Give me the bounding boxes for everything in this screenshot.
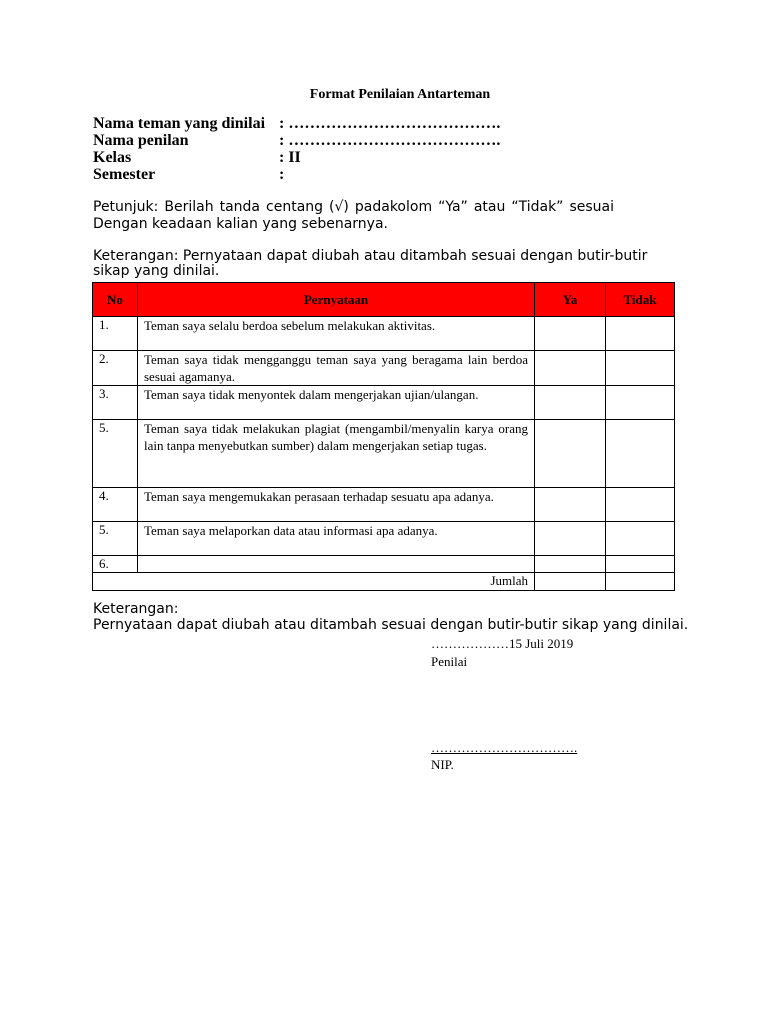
row-statement: Teman saya tidak melakukan plagiat (mengambil/menyalin karya orang lain tanpa menyebutkan sumber) dalam mengerjakan setiap tugas. xyxy=(138,420,535,488)
row-number: 1. xyxy=(93,317,138,351)
signature-date: ………………15 Juli 2019 xyxy=(431,636,574,651)
table-header-row xyxy=(93,283,675,317)
note-bottom-text: Pernyataan dapat diubah atau ditambah sesuai dengan butir-butir sikap yang dinilai. xyxy=(93,617,689,633)
table-row xyxy=(93,386,675,420)
row-number: 6. xyxy=(93,556,138,573)
no-answer-cell[interactable] xyxy=(606,386,675,420)
signature-name-line: ……………………………. xyxy=(431,740,578,755)
table-row xyxy=(93,317,675,351)
row-statement: Teman saya mengemukakan perasaan terhadap sesuatu apa adanya. xyxy=(138,488,535,522)
total-row xyxy=(93,573,675,591)
row-number: 5. xyxy=(93,522,138,556)
yes-cell[interactable] xyxy=(535,556,606,573)
identity-label: Nama penilan xyxy=(93,132,189,149)
signature-role: Penilai xyxy=(431,654,468,669)
row-statement: Teman saya selalu berdoa sebelum melakukan aktivitas. xyxy=(138,317,535,351)
identity-value: : xyxy=(279,166,285,183)
identity-label: Semester xyxy=(93,166,156,183)
table-row xyxy=(93,488,675,522)
identity-row-rated-friend xyxy=(93,115,500,132)
identity-block xyxy=(93,115,500,183)
yes-cell[interactable] xyxy=(535,351,606,386)
identity-value: : …………………………………. xyxy=(279,115,501,132)
page-title: Format Penilaian Antarteman xyxy=(309,87,491,102)
note-bottom xyxy=(93,601,688,633)
no-answer-cell[interactable] xyxy=(606,420,675,488)
header-no: No xyxy=(93,283,138,317)
total-no-answer-cell[interactable] xyxy=(606,573,675,591)
row-number: 3. xyxy=(93,386,138,420)
no-answer-cell[interactable] xyxy=(606,522,675,556)
yes-cell[interactable] xyxy=(535,488,606,522)
identity-value: : …………………………………. xyxy=(279,132,501,149)
table-row xyxy=(93,522,675,556)
header-no-answer: Tidak xyxy=(606,283,675,317)
yes-cell[interactable] xyxy=(535,522,606,556)
row-number: 4. xyxy=(93,488,138,522)
instructions-line-1: Petunjuk: Berilah tanda centang (√) padakolom “Ya” atau “Tidak” sesuai xyxy=(93,199,614,215)
row-statement: Teman saya tidak mengganggu teman saya yang beragama lain berdoa sesuai agamanya. xyxy=(138,351,535,386)
yes-cell[interactable] xyxy=(535,317,606,351)
yes-cell[interactable] xyxy=(535,386,606,420)
identity-row-assessor xyxy=(93,132,500,149)
row-number: 5. xyxy=(93,420,138,488)
total-label: Jumlah xyxy=(93,573,535,591)
identity-label: Kelas xyxy=(93,149,132,166)
no-answer-cell[interactable] xyxy=(606,488,675,522)
identity-label: Nama teman yang dinilai xyxy=(93,115,266,132)
header-yes: Ya xyxy=(535,283,606,317)
table-row xyxy=(93,420,675,488)
table-row xyxy=(93,351,675,386)
no-answer-cell[interactable] xyxy=(606,556,675,573)
row-number: 2. xyxy=(93,351,138,386)
identity-row-class xyxy=(93,149,500,166)
row-statement xyxy=(138,556,535,573)
note-top: Keterangan: Pernyataan dapat diubah atau ditambah sesuai dengan butir-butir sikap yang dinilai. xyxy=(93,248,648,279)
no-answer-cell[interactable] xyxy=(606,317,675,351)
row-statement: Teman saya tidak menyontek dalam mengerjakan ujian/ulangan. xyxy=(138,386,535,420)
note-bottom-heading: Keterangan: xyxy=(93,601,179,617)
total-yes-cell[interactable] xyxy=(535,573,606,591)
table-row xyxy=(93,556,675,573)
identity-row-semester xyxy=(93,166,500,183)
row-statement: Teman saya melaporkan data atau informasi apa adanya. xyxy=(138,522,535,556)
instructions-line-2: Dengan keadaan kalian yang sebenarnya. xyxy=(93,216,388,232)
assessment-table xyxy=(92,282,675,591)
identity-value: : II xyxy=(279,149,301,166)
no-answer-cell[interactable] xyxy=(606,351,675,386)
instructions xyxy=(93,199,614,233)
yes-cell[interactable] xyxy=(535,420,606,488)
signature-nip: NIP. xyxy=(431,757,454,772)
header-statement: Pernyataan xyxy=(138,283,535,317)
